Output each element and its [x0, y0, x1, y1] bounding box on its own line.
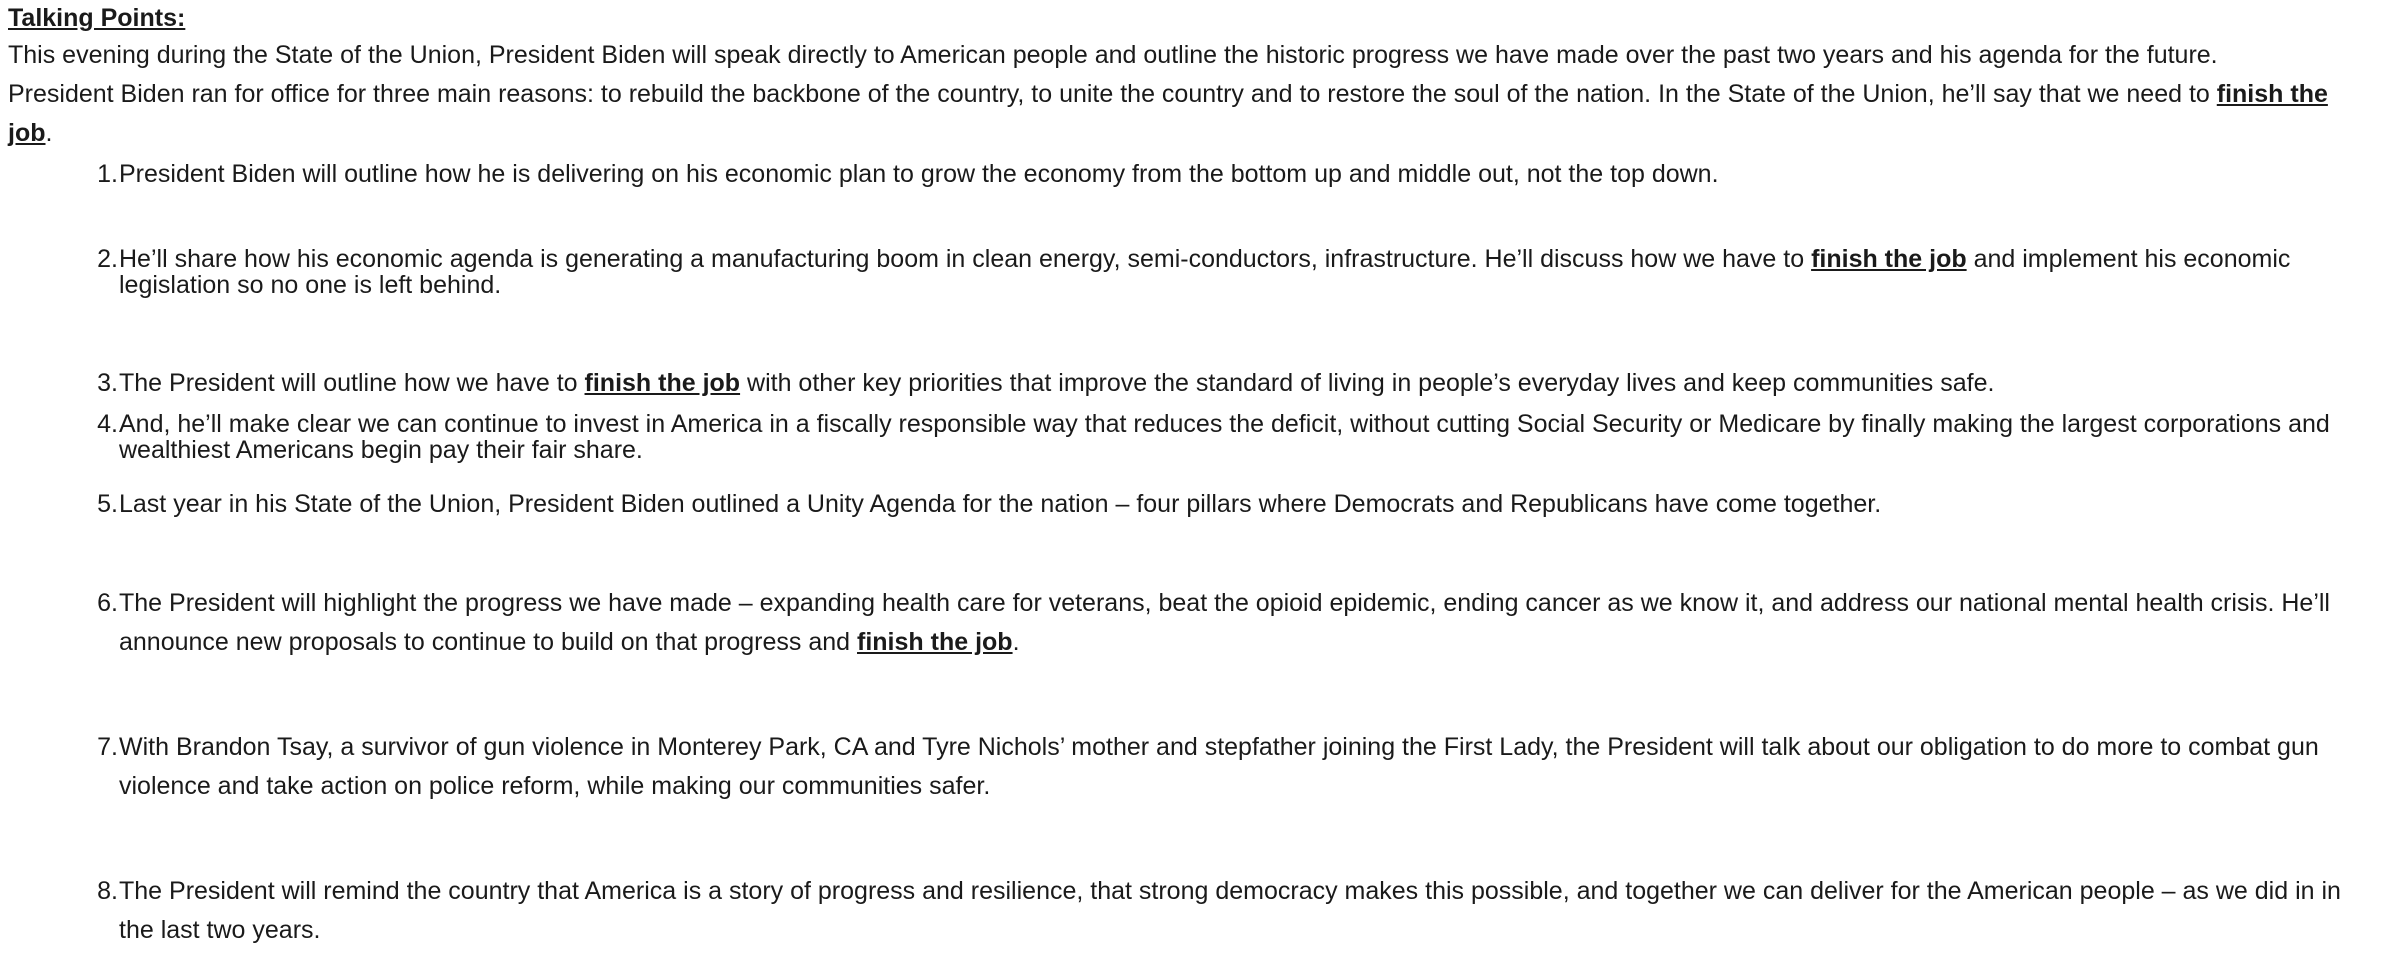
list-item-text: The President will highlight the progress we have made – expanding health care for veterans, beat the opioid epidemic, ending cancer as we know it, and address our national mental health crisis. He’ll announce new proposals to continue to build on that progress and: [119, 589, 2330, 656]
list-item-text: The President will outline how we have to: [119, 369, 585, 397]
list-number: 8.: [97, 877, 118, 905]
list-item-3: [8, 364, 2370, 403]
finish-the-job-emphasis: finish the job: [857, 628, 1013, 656]
finish-the-job-emphasis: finish the job: [8, 80, 2328, 147]
list-number: 6.: [97, 589, 118, 617]
list-item-text-end: with other key priorities that improve the standard of living in people’s everyday lives and keep communities safe.: [740, 369, 1995, 397]
list-item-2: [8, 246, 2370, 298]
talking-points-list: [8, 155, 2370, 950]
list-number: 7.: [97, 733, 118, 761]
list-item-8: [8, 872, 2370, 950]
list-item-7: [8, 728, 2370, 806]
list-item-text: President Biden will outline how he is delivering on his economic plan to grow the economy from the bottom up and middle out, not the top down.: [119, 160, 1719, 188]
intro-paragraph-1: This evening during the State of the Union, President Biden will speak directly to American people and outline the historic progress we have made over the past two years and his agenda for the future.: [8, 41, 2218, 69]
list-number: 1.: [97, 160, 118, 188]
list-number: 4.: [97, 410, 118, 438]
list-item-1: [8, 155, 2370, 194]
list-item-text: With Brandon Tsay, a survivor of gun violence in Monterey Park, CA and Tyre Nichols’ mother and stepfather joining the First Lady, the President will talk about our obligation to do more to combat gun violence and take action on police reform, while making our communities safer.: [119, 733, 2319, 800]
list-item-6: [8, 584, 2370, 662]
list-item-text: And, he’ll make clear we can continue to invest in America in a fiscally responsible way that reduces the deficit, without cutting Social Security or Medicare by finally making the largest corporations and wealthiest Americans begin pay their fair share.: [119, 410, 2330, 464]
finish-the-job-emphasis: finish the job: [584, 369, 741, 397]
talking-points-heading: Talking Points:: [8, 4, 186, 32]
list-item-text: The President will remind the country that America is a story of progress and resilience, that strong democracy makes this possible, and together we can deliver for the American people – as we did in in the last two years.: [119, 877, 2341, 944]
list-item-5: [8, 485, 2370, 524]
list-number: 2.: [97, 245, 118, 273]
list-number: 5.: [97, 490, 118, 518]
intro-paragraph-2-end: .: [45, 119, 53, 147]
list-item-text-end: .: [1012, 628, 1020, 656]
intro-paragraph-2: [8, 75, 2370, 153]
finish-the-job-emphasis: finish the job: [1811, 245, 1967, 273]
list-item-text-end: and implement his economic legislation so no one is left behind.: [119, 245, 2291, 299]
list-item-text: He’ll share how his economic agenda is generating a manufacturing boom in clean energy, semi-conductors, infrastructure. He’ll discuss how we have to: [119, 245, 1812, 273]
intro-paragraph-2-text: President Biden ran for office for three main reasons: to rebuild the backbone of the country, to unite the country and to restore the soul of the nation. In the State of the Union, he’ll say that we need to: [8, 80, 2217, 108]
list-item-text: Last year in his State of the Union, President Biden outlined a Unity Agenda for the nation – four pillars where Democrats and Republicans have come together.: [119, 490, 1882, 518]
list-number: 3.: [97, 369, 118, 397]
list-item-4: [8, 411, 2370, 463]
